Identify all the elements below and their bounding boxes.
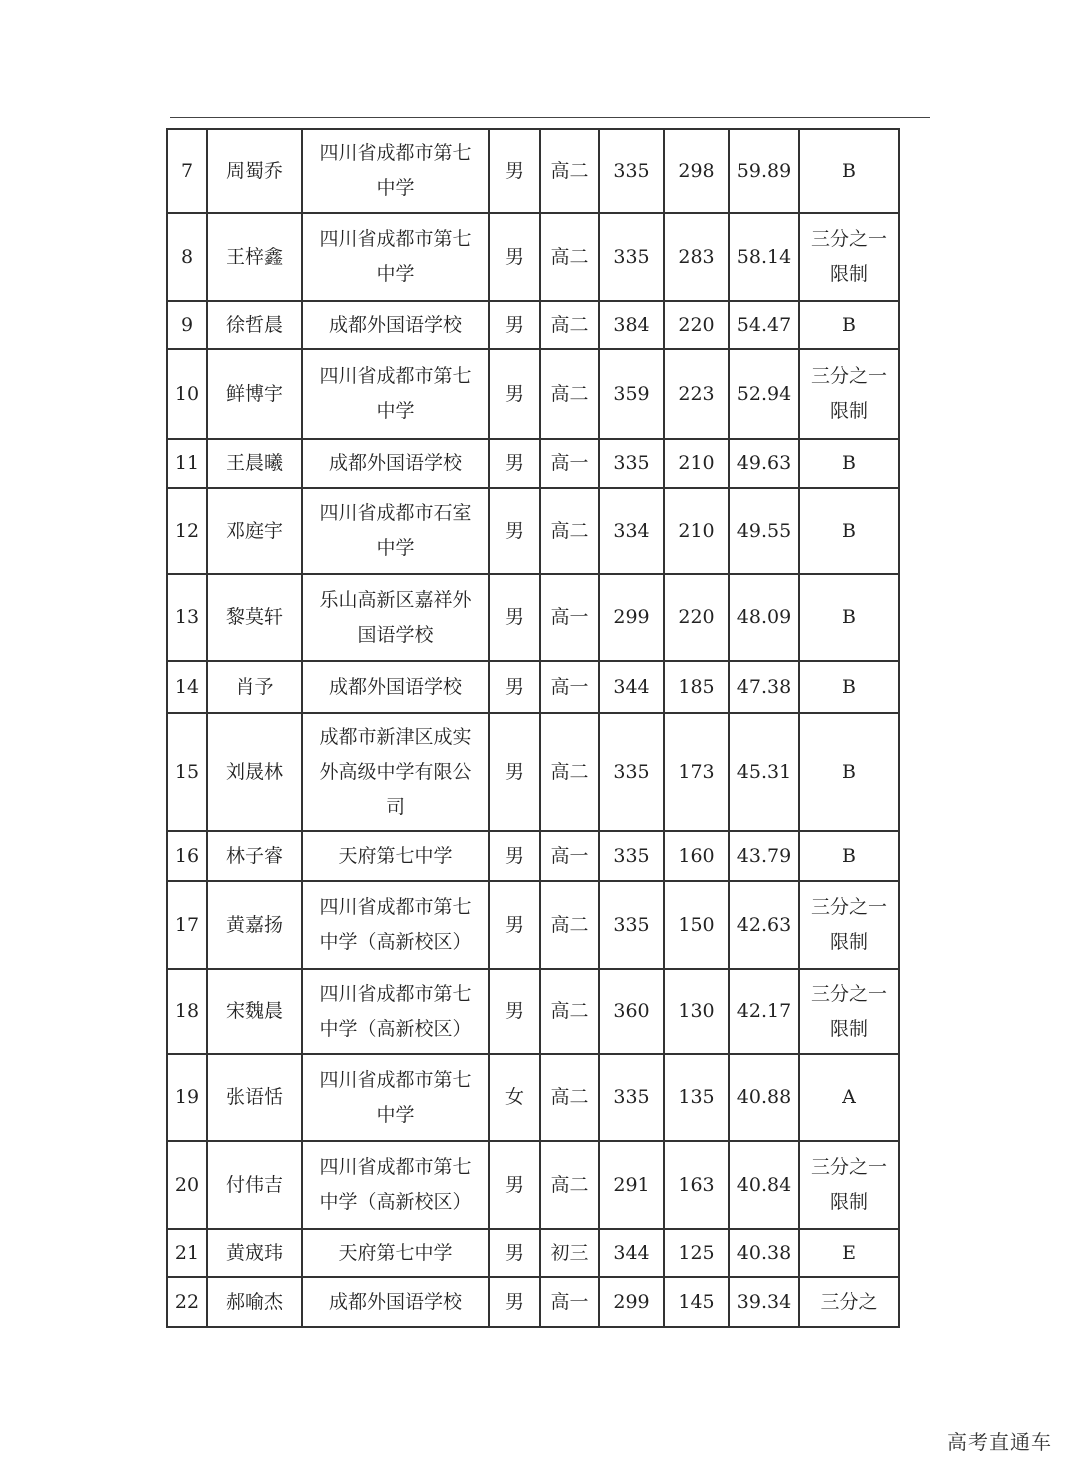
table-row [167, 1141, 899, 1229]
cell-school: 四川省成都市第七中学（高新校区） [302, 1141, 489, 1229]
cell-score-2: 185 [664, 661, 729, 713]
cell-number: 14 [167, 661, 207, 713]
cell-total: 48.09 [729, 574, 799, 661]
cell-school: 成都外国语学校 [302, 1277, 489, 1327]
cell-grade: 高二 [540, 1141, 599, 1229]
table-row [167, 831, 899, 881]
cell-note: 三分之一限制 [799, 969, 899, 1054]
results-table [166, 128, 900, 1328]
cell-note: 三分之一限制 [799, 881, 899, 969]
table-row [167, 439, 899, 488]
table-row [167, 129, 899, 213]
table-row [167, 713, 899, 831]
cell-number: 13 [167, 574, 207, 661]
cell-gender: 男 [489, 1229, 540, 1277]
cell-name: 宋魏晨 [207, 969, 302, 1054]
cell-name: 林子睿 [207, 831, 302, 881]
cell-note: 三分之一限制 [799, 1141, 899, 1229]
cell-grade: 高一 [540, 831, 599, 881]
cell-school: 四川省成都市第七中学 [302, 349, 489, 439]
cell-total: 39.34 [729, 1277, 799, 1327]
cell-gender: 男 [489, 881, 540, 969]
cell-gender: 男 [489, 1277, 540, 1327]
cell-note: 三分之一限制 [799, 213, 899, 301]
cell-school: 四川省成都市石室中学 [302, 488, 489, 574]
cell-school: 成都市新津区成实外高级中学有限公司 [302, 713, 489, 831]
cell-score-1: 335 [599, 213, 664, 301]
cell-name: 徐哲晨 [207, 301, 302, 349]
cell-total: 43.79 [729, 831, 799, 881]
cell-school: 天府第七中学 [302, 831, 489, 881]
cell-number: 10 [167, 349, 207, 439]
cell-score-1: 344 [599, 661, 664, 713]
cell-score-2: 150 [664, 881, 729, 969]
cell-gender: 男 [489, 349, 540, 439]
cell-gender: 男 [489, 301, 540, 349]
cell-number: 8 [167, 213, 207, 301]
cell-gender: 男 [489, 439, 540, 488]
cell-number: 17 [167, 881, 207, 969]
cell-score-2: 135 [664, 1054, 729, 1141]
cell-score-2: 220 [664, 574, 729, 661]
cell-total: 45.31 [729, 713, 799, 831]
cell-grade: 高二 [540, 881, 599, 969]
cell-grade: 高二 [540, 129, 599, 213]
cell-note: B [799, 661, 899, 713]
cell-gender: 男 [489, 831, 540, 881]
cell-number: 16 [167, 831, 207, 881]
cell-grade: 高二 [540, 713, 599, 831]
cell-score-1: 335 [599, 129, 664, 213]
cell-note: B [799, 831, 899, 881]
cell-number: 21 [167, 1229, 207, 1277]
cell-score-1: 384 [599, 301, 664, 349]
cell-total: 42.17 [729, 969, 799, 1054]
cell-grade: 高一 [540, 1277, 599, 1327]
cell-note: B [799, 439, 899, 488]
cell-note: B [799, 129, 899, 213]
cell-total: 47.38 [729, 661, 799, 713]
cell-gender: 男 [489, 129, 540, 213]
cell-gender: 男 [489, 713, 540, 831]
cell-score-2: 160 [664, 831, 729, 881]
cell-school: 成都外国语学校 [302, 439, 489, 488]
cell-name: 黄宬玮 [207, 1229, 302, 1277]
cell-total: 40.38 [729, 1229, 799, 1277]
cell-note: B [799, 713, 899, 831]
cell-score-1: 344 [599, 1229, 664, 1277]
cell-school: 乐山高新区嘉祥外国语学校 [302, 574, 489, 661]
cell-name: 邓庭宇 [207, 488, 302, 574]
cell-gender: 男 [489, 574, 540, 661]
cell-school: 四川省成都市第七中学 [302, 129, 489, 213]
cell-score-1: 335 [599, 881, 664, 969]
cell-grade: 高二 [540, 301, 599, 349]
cell-score-2: 283 [664, 213, 729, 301]
cell-school: 成都外国语学校 [302, 661, 489, 713]
cell-note: 三分之 [799, 1277, 899, 1327]
cell-number: 20 [167, 1141, 207, 1229]
cell-total: 54.47 [729, 301, 799, 349]
cell-score-1: 335 [599, 1054, 664, 1141]
cell-number: 15 [167, 713, 207, 831]
cell-note: A [799, 1054, 899, 1141]
table-row [167, 301, 899, 349]
cell-number: 19 [167, 1054, 207, 1141]
cell-score-2: 145 [664, 1277, 729, 1327]
cell-school: 天府第七中学 [302, 1229, 489, 1277]
table-row [167, 574, 899, 661]
cell-score-2: 163 [664, 1141, 729, 1229]
cell-name: 肖予 [207, 661, 302, 713]
cell-total: 52.94 [729, 349, 799, 439]
cell-name: 黎莫轩 [207, 574, 302, 661]
cell-score-1: 359 [599, 349, 664, 439]
cell-grade: 高二 [540, 969, 599, 1054]
table-row [167, 881, 899, 969]
cell-total: 42.63 [729, 881, 799, 969]
cell-gender: 男 [489, 1141, 540, 1229]
cell-number: 9 [167, 301, 207, 349]
cell-name: 黄嘉扬 [207, 881, 302, 969]
cell-gender: 女 [489, 1054, 540, 1141]
cell-gender: 男 [489, 488, 540, 574]
table-row [167, 349, 899, 439]
cell-score-1: 360 [599, 969, 664, 1054]
cell-note: B [799, 301, 899, 349]
cell-grade: 高二 [540, 488, 599, 574]
cell-score-2: 125 [664, 1229, 729, 1277]
cell-score-2: 173 [664, 713, 729, 831]
cell-total: 49.63 [729, 439, 799, 488]
cell-score-2: 298 [664, 129, 729, 213]
cell-school: 四川省成都市第七中学 [302, 213, 489, 301]
cell-total: 49.55 [729, 488, 799, 574]
cell-note: B [799, 488, 899, 574]
cell-name: 刘晟林 [207, 713, 302, 831]
cell-grade: 高一 [540, 439, 599, 488]
cell-grade: 初三 [540, 1229, 599, 1277]
watermark: 高考直通车 [947, 1430, 1052, 1454]
cell-name: 王梓鑫 [207, 213, 302, 301]
cell-school: 四川省成都市第七中学（高新校区） [302, 881, 489, 969]
cell-school: 四川省成都市第七中学 [302, 1054, 489, 1141]
table-row [167, 213, 899, 301]
table-row [167, 1277, 899, 1327]
cell-total: 58.14 [729, 213, 799, 301]
cell-score-2: 220 [664, 301, 729, 349]
cell-gender: 男 [489, 661, 540, 713]
cell-score-1: 299 [599, 574, 664, 661]
cell-number: 12 [167, 488, 207, 574]
cell-note: E [799, 1229, 899, 1277]
cell-score-1: 335 [599, 831, 664, 881]
cell-score-1: 334 [599, 488, 664, 574]
top-rule [170, 117, 930, 118]
cell-total: 40.84 [729, 1141, 799, 1229]
table-row [167, 488, 899, 574]
cell-score-1: 291 [599, 1141, 664, 1229]
cell-note: B [799, 574, 899, 661]
table-row [167, 969, 899, 1054]
cell-gender: 男 [489, 213, 540, 301]
table-row [167, 1229, 899, 1277]
cell-name: 王晨曦 [207, 439, 302, 488]
cell-score-2: 130 [664, 969, 729, 1054]
cell-name: 周蜀乔 [207, 129, 302, 213]
cell-grade: 高二 [540, 349, 599, 439]
cell-name: 鲜博宇 [207, 349, 302, 439]
cell-school: 四川省成都市第七中学（高新校区） [302, 969, 489, 1054]
cell-name: 付伟吉 [207, 1141, 302, 1229]
cell-number: 18 [167, 969, 207, 1054]
table-row [167, 1054, 899, 1141]
cell-score-2: 210 [664, 488, 729, 574]
cell-gender: 男 [489, 969, 540, 1054]
cell-school: 成都外国语学校 [302, 301, 489, 349]
cell-total: 59.89 [729, 129, 799, 213]
cell-number: 11 [167, 439, 207, 488]
cell-grade: 高一 [540, 574, 599, 661]
cell-grade: 高二 [540, 213, 599, 301]
cell-number: 22 [167, 1277, 207, 1327]
cell-name: 张语恬 [207, 1054, 302, 1141]
cell-note: 三分之一限制 [799, 349, 899, 439]
cell-score-2: 210 [664, 439, 729, 488]
cell-name: 郝喻杰 [207, 1277, 302, 1327]
cell-grade: 高二 [540, 1054, 599, 1141]
cell-score-1: 335 [599, 713, 664, 831]
cell-grade: 高一 [540, 661, 599, 713]
cell-score-1: 299 [599, 1277, 664, 1327]
table-row [167, 661, 899, 713]
cell-number: 7 [167, 129, 207, 213]
cell-total: 40.88 [729, 1054, 799, 1141]
cell-score-2: 223 [664, 349, 729, 439]
cell-score-1: 335 [599, 439, 664, 488]
